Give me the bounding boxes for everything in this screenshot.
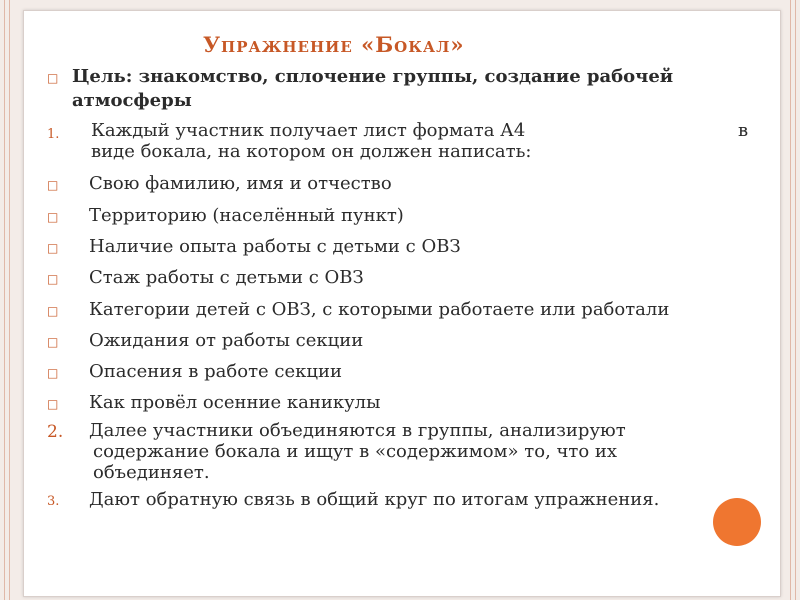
decor-line	[4, 0, 5, 600]
list-item: Территорию (населённый пункт)	[89, 205, 404, 226]
square-bullet-icon: □	[47, 272, 59, 286]
list-item: Стаж работы с детьми с ОВЗ	[89, 267, 364, 288]
step-1-line-1-end: в	[738, 120, 749, 141]
step-1-number: 1.	[47, 127, 60, 142]
decor-line	[795, 0, 796, 600]
list-item: Опасения в работе секции	[89, 361, 342, 382]
decor-line	[9, 0, 10, 600]
decorative-circle	[713, 498, 761, 546]
goal-line-2: атмосферы	[72, 90, 192, 111]
goal-line-1: Цель: знакомство, сплочение группы, создание рабочей	[72, 66, 674, 87]
square-bullet-icon: □	[47, 397, 59, 411]
step-3-line-1: Дают обратную связь в общий круг по итогам упражнения.	[89, 489, 660, 510]
step-2-line-3: объединяет.	[93, 462, 210, 483]
square-bullet-icon: □	[47, 210, 59, 224]
step-2-line-2: содержание бокала и ищут в «содержимом» то, что их	[93, 441, 618, 462]
step-1-line-2: виде бокала, на котором он должен написать:	[91, 141, 532, 162]
square-bullet-icon: □	[47, 71, 59, 85]
list-item: Ожидания от работы секции	[89, 330, 364, 351]
decor-line	[790, 0, 791, 600]
square-bullet-icon: □	[47, 366, 59, 380]
square-bullet-icon: □	[47, 178, 59, 192]
square-bullet-icon: □	[47, 304, 59, 318]
list-item: Наличие опыта работы с детьми с ОВЗ	[89, 236, 461, 257]
list-item: Как провёл осенние каникулы	[89, 392, 381, 413]
step-2-number: 2.	[47, 422, 64, 442]
step-2-line-1: Далее участники объединяются в группы, анализируют	[89, 420, 626, 441]
square-bullet-icon: □	[47, 335, 59, 349]
list-item: Категории детей с ОВЗ, с которыми работаете или работали	[89, 299, 670, 320]
square-bullet-icon: □	[47, 241, 59, 255]
step-1-line-1: Каждый участник получает лист формата А4	[91, 120, 526, 141]
slide-title: Упражнение «Бокал»	[203, 32, 465, 57]
list-item: Свою фамилию, имя и отчество	[89, 173, 392, 194]
step-3-number: 3.	[47, 494, 60, 509]
